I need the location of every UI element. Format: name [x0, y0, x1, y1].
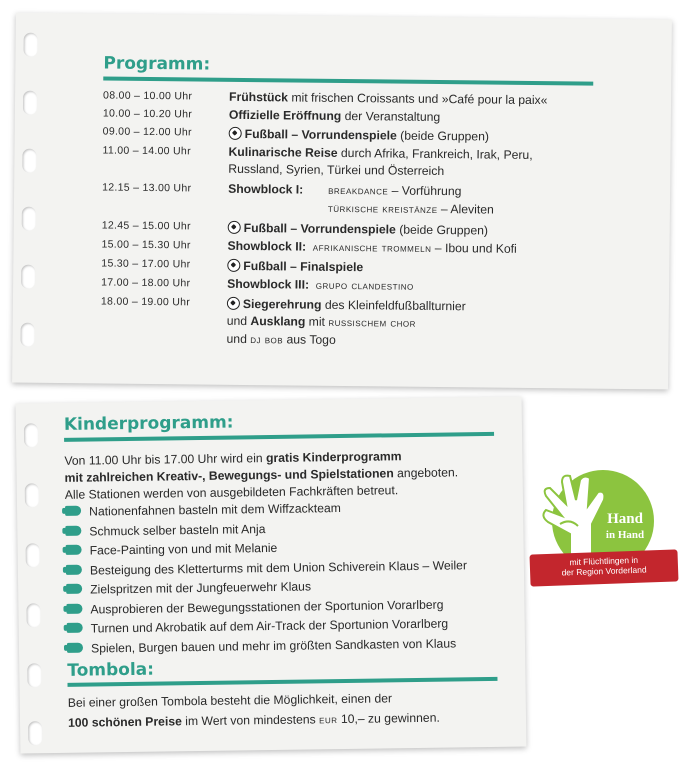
punch-hole [20, 323, 34, 347]
event-text: – Ibou und Kofi [431, 240, 517, 256]
pointing-hand-icon [65, 525, 81, 535]
ribbon-text: mit Flüchtlingen in [569, 554, 639, 568]
intro-bold: mit zahlreichen Kreativ-, Bewegungs- und Spielstationen [64, 466, 394, 485]
intro-text: Von 11.00 Uhr bis 17.00 Uhr wird ein [64, 451, 267, 468]
pointing-hand-icon [67, 642, 83, 652]
event-text: der Veranstaltung [341, 108, 441, 125]
pointing-hand-icon [67, 623, 83, 633]
punch-hole [21, 265, 35, 289]
tombola-text [68, 687, 509, 734]
ribbon-text: der Region Vorderland [561, 564, 647, 578]
list-item-label: Face-Painting von und mit Melanie [89, 540, 278, 558]
punch-hole [23, 91, 37, 115]
act-name: dj bob [250, 334, 284, 347]
event-title: Showblock II: [227, 238, 307, 254]
act-name: afrikanische trommeln [312, 241, 432, 255]
list-item-label: Turnen und Akrobatik auf dem Air-Track der Sportunion Vorarlberg [90, 616, 449, 636]
list-item-label: Nationenfahnen basteln mit dem Wiffzackteam [88, 501, 341, 519]
tombola-line: Bei einer großen Tombola besteht die Möglichkeit, einen der [67, 691, 393, 710]
punch-hole [22, 207, 36, 231]
time: 10.00 – 10.20 Uhr [102, 107, 193, 121]
event-text: mit frischen Croissants und »Café pour la paix« [287, 90, 548, 108]
act-name: breakdance [328, 184, 389, 198]
hand-in-hand-logo [530, 470, 680, 595]
time: 09.00 – 12.00 Uhr [102, 125, 192, 139]
punch-hole [24, 423, 38, 447]
pointing-hand-icon [66, 545, 82, 555]
event-title: Frühstück [229, 89, 289, 105]
event-text: und [226, 313, 251, 329]
kinder-intro [64, 447, 505, 504]
list-item-label: Spielen, Burgen bauen und mehr im größten Sandkasten von Klaus [90, 635, 457, 656]
act-name: türkische kreistänze [327, 202, 438, 217]
event-text: und [226, 331, 251, 347]
programm-card [12, 13, 672, 390]
event-text: aus Togo [283, 332, 336, 347]
list-item-label: Zielspritzen mit der Jungfeuerwehr Klaus [90, 579, 312, 597]
intro-text: Alle Stationen werden von ausgebildeten Fachkräften betreut. [64, 483, 399, 502]
event-text: (beide Gruppen) [396, 128, 490, 144]
currency: eur [319, 714, 338, 727]
football-icon [229, 127, 242, 140]
intro-bold: gratis Kinderprogramm [265, 449, 402, 466]
event-text: – Aleviten [437, 202, 494, 217]
station-list [65, 497, 507, 659]
tombola-line: im Wert von mindestens [181, 712, 320, 729]
event-text: mit [305, 314, 329, 329]
punch-hole [23, 33, 37, 57]
football-icon [227, 297, 240, 310]
act-name: russischem chor [328, 316, 416, 330]
pointing-hand-icon [65, 506, 81, 516]
programm-title: Programm: [103, 53, 211, 75]
event-title: Offizielle Eröffnung [228, 107, 342, 123]
act-name: grupo clandestino [315, 279, 414, 293]
time: 12.45 – 15.00 Uhr [101, 219, 191, 233]
football-icon [227, 259, 240, 272]
event-title: Siegerehrung [242, 296, 322, 312]
logo-ribbon [529, 549, 678, 586]
pointing-hand-icon [66, 584, 82, 594]
kinder-card [16, 396, 527, 753]
tombola-bold: 100 schönen Preise [67, 714, 182, 730]
event-text: – Vorführung [388, 183, 462, 199]
tombola-line: 10,– zu gewinnen. [337, 710, 440, 727]
punch-hole [25, 483, 39, 507]
time: 15.30 – 17.00 Uhr [101, 257, 191, 271]
intro-text: angeboten. [393, 465, 459, 481]
tombola-title: Tombola: [67, 659, 155, 681]
title-rule [103, 76, 593, 85]
list-item-label: Besteigung des Kletterturms mit dem Union Schiverein Klaus – Weiler [89, 557, 468, 578]
time: 12.15 – 13.00 Uhr [102, 181, 192, 195]
event-title: Ausklang [250, 314, 306, 329]
event-title: Kulinarische Reise [228, 144, 338, 160]
time: 17.00 – 18.00 Uhr [101, 276, 191, 290]
punch-hole [26, 543, 40, 567]
punch-hole [26, 603, 40, 627]
punch-hole [22, 149, 36, 173]
time: 18.00 – 19.00 Uhr [100, 295, 191, 309]
event-title: Fußball – Finalspiele [243, 258, 364, 275]
punch-hole [28, 721, 42, 745]
event-text: (beide Gruppen) [395, 222, 489, 238]
event-text: des Kleinfeldfußballturnier [321, 297, 466, 314]
list-item-label: Ausprobieren der Bewegungsstationen der Sportunion Vorarlberg [90, 597, 444, 617]
schedule [100, 87, 663, 347]
time: 15.00 – 15.30 Uhr [101, 238, 191, 252]
time: 11.00 – 14.00 Uhr [102, 144, 191, 158]
event-title: Showblock I: [228, 181, 304, 197]
event-title: Fußball – Vorrundenspiele [243, 220, 396, 237]
logo-word: in Hand [605, 529, 645, 541]
event-text: durch Afrika, Frankreich, Irak, Peru, [337, 145, 533, 162]
punch-hole [27, 663, 41, 687]
schedule-row [103, 87, 687, 108]
event-title: Fußball – Vorrundenspiele [244, 126, 397, 143]
pointing-hand-icon [66, 564, 82, 574]
football-icon [228, 221, 241, 234]
list-item-label: Schmuck selber basteln mit Anja [89, 521, 266, 539]
event-text: Russland, Syrien, Türkei und Österreich [228, 161, 445, 179]
logo-word: Hand [607, 511, 643, 527]
pointing-hand-icon [66, 603, 82, 613]
event-title: Showblock III: [227, 276, 310, 292]
logo-wordmark [590, 512, 660, 543]
time: 08.00 – 10.00 Uhr [103, 89, 193, 103]
kinder-title: Kinderprogramm: [63, 412, 234, 435]
